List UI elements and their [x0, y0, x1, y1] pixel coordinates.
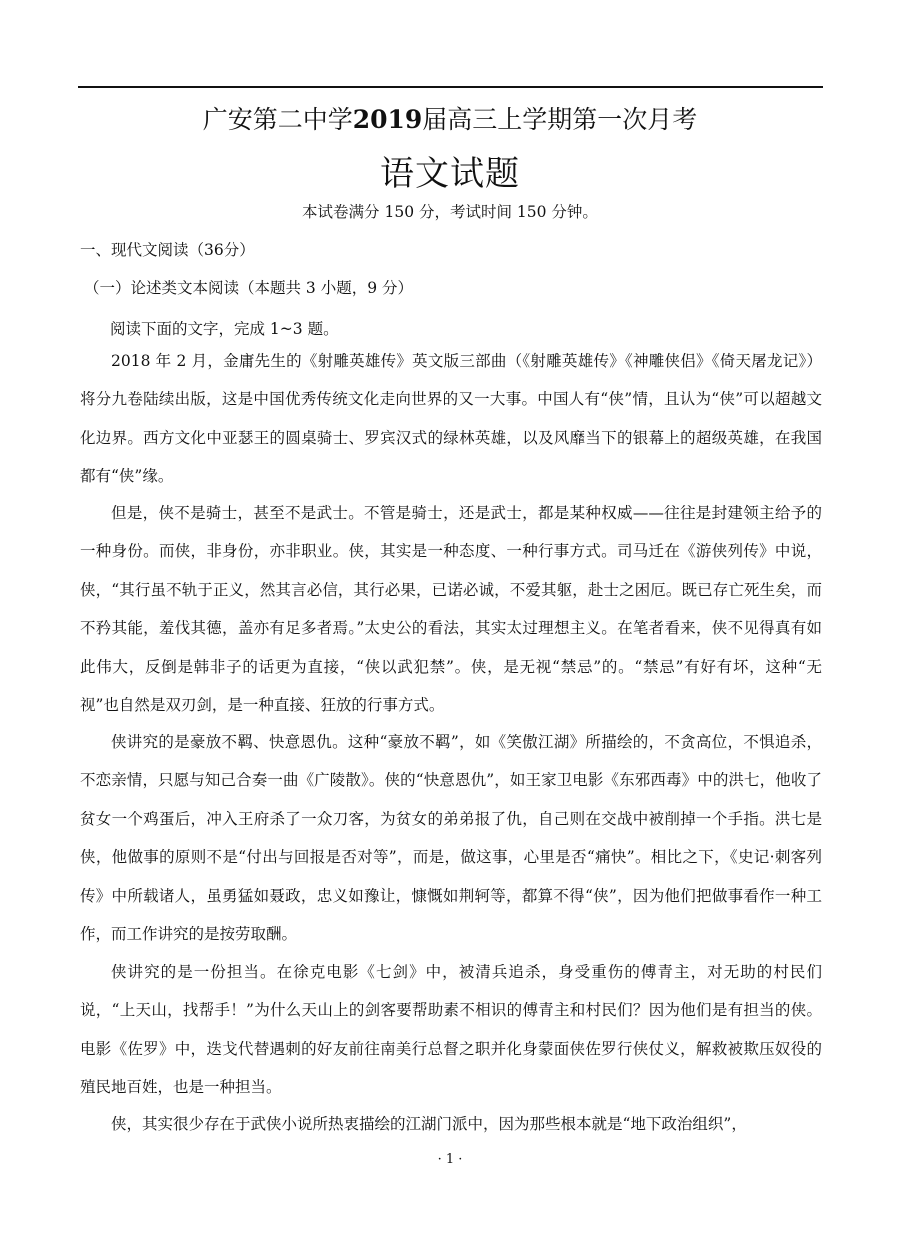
page-number: · 1 ·	[437, 1152, 463, 1167]
passage-paragraph-3: 侠讲究的是豪放不羁、快意恩仇。这种“豪放不羁”，如《笑傲江湖》所描绘的，不贪高位，不惧追杀，不恋亲情，只愿与知己合奏一曲《广陵散》。侠的“快意恩仇”，如王家卫电影《东邪西毒》中的洪七，他收了贫女一个鸡蛋后，冲入王府杀了一众刀客，为贫女的弟弟报了仇，自己则在交战中被削掉一个手指。洪七是侠，他做事的原则不是“付出与回报是否对等”，而是，做这事，心里是否“痛快”。相比之下，《史记·刺客列传》中所载诸人，虽勇猛如聂政，忠义如豫让，慷慨如荆轲等，都算不得“侠”，因为他们把做事看作一种工作，而工作讲究的是按劳取酬。	[80, 733, 822, 944]
subsection-heading: （一）论述类文本阅读（本题共 3 小题，9 分）	[84, 279, 414, 297]
subject-title: 语文试题	[380, 154, 520, 194]
passage-paragraph-2: 但是，侠不是骑士，甚至不是武士。不管是骑士，还是武士，都是某种权威——往往是封建领主给予的一种身份。而侠，非身份，亦非职业。侠，其实是一种态度、一种行事方式。司马迁在《游侠列传》中说，侠，“其行虽不轨于正义，然其言必信，其行必果，已诺必诚，不爱其躯，赴士之困厄。既已存亡死生矣，而不矜其能，羞伐其德，盖亦有足多者焉。”太史公的看法，其实太过理想主义。在笔者看来，侠不见得真有如此伟大，反倒是韩非子的话更为直接，“侠以武犯禁”。侠，是无视“禁忌”的。“禁忌”有好有坏，这种“无视”也自然是双刃剑，是一种直接、狂放的行事方式。	[80, 504, 822, 715]
header-rule	[78, 86, 823, 88]
section-heading: 一、现代文阅读（36分）	[80, 241, 255, 259]
title-year: 2019	[352, 105, 423, 134]
passage-paragraph-5: 侠，其实很少存在于武侠小说所热衷描绘的江湖门派中，因为那些根本就是“地下政治组织”，	[111, 1115, 747, 1133]
exam-info: 本试卷满分 150 分，考试时间 150 分钟。	[302, 203, 598, 221]
reading-instruction: 阅读下面的文字，完成 1~3 题。	[110, 320, 339, 338]
passage-paragraph-1: 2018 年 2 月，金庸先生的《射雕英雄传》英文版三部曲（《射雕英雄传》《神雕侠侣》《倚天屠龙记》）将分九卷陆续出版，这是中国优秀传统文化走向世界的又一大事。中国人有“侠”情，且认为“侠”可以超越文化边界。西方文化中亚瑟王的圆桌骑士、罗宾汉式的绿林英雄，以及风靡当下的银幕上的超级英雄，在我国都有“侠”缘。	[80, 352, 822, 486]
passage-paragraph-4: 侠讲究的是一份担当。在徐克电影《七剑》中，被清兵追杀，身受重伤的傅青主，对无助的村民们说，“上天山，找帮手！”为什么天山上的剑客要帮助素不相识的傅青主和村民们？因为他们是有担当的侠。电影《佐罗》中，迭戈代替遇刺的好友前往南美行总督之职并化身蒙面侠佐罗行侠仗义，解救被欺压奴役的殖民地百姓，也是一种担当。	[80, 963, 822, 1097]
title-exam: 届高三上学期第一次月考	[422, 105, 698, 134]
exam-title	[0, 100, 900, 136]
title-school: 广安第二中学	[202, 105, 353, 134]
